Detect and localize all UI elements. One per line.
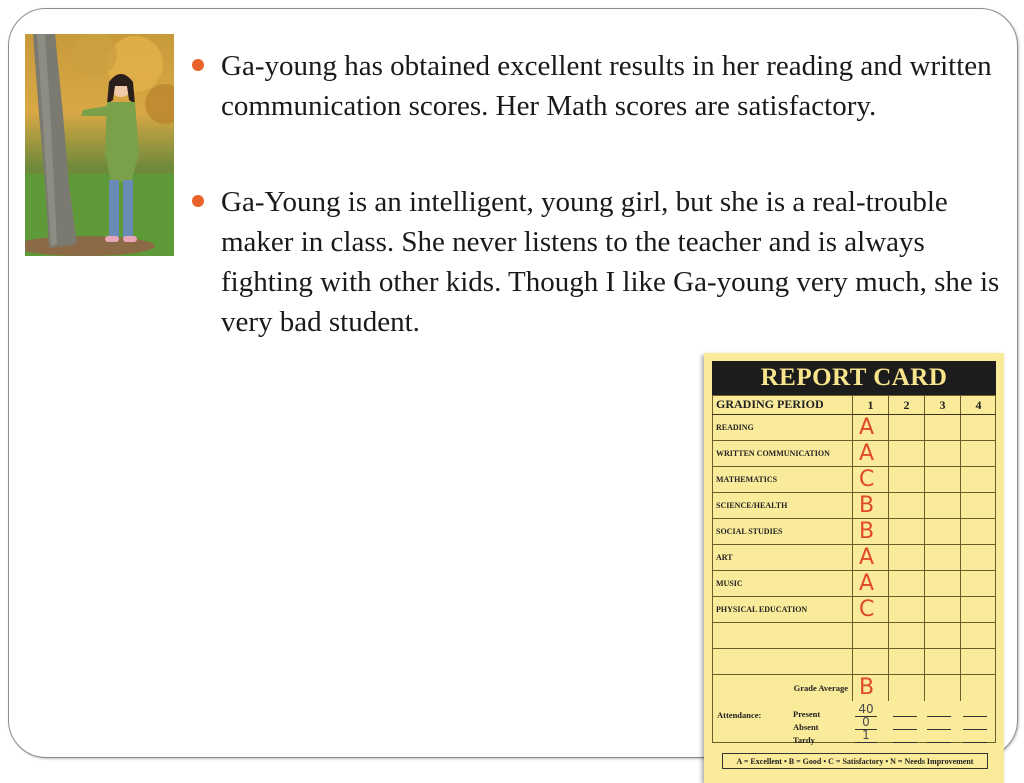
student-photo — [25, 34, 174, 256]
subject-rows — [712, 415, 996, 623]
report-card-grid — [712, 395, 996, 701]
subject-row — [712, 597, 996, 623]
attendance-row-value: 0 — [855, 716, 877, 730]
subject-row — [712, 467, 996, 493]
empty-grade-cell — [924, 493, 960, 518]
empty-grade-cell — [960, 441, 996, 466]
empty-grade-cell — [924, 519, 960, 544]
subject-grade: C — [852, 467, 888, 492]
subject-name: SCIENCE/HEALTH — [716, 501, 788, 510]
grade-average-label: Grade Average — [793, 683, 848, 693]
empty-grade-cell — [888, 441, 924, 466]
report-card — [704, 353, 1004, 783]
bullet-dot-icon — [192, 59, 204, 71]
bullet-item — [192, 46, 1007, 126]
grading-legend: A = Excellent • B = Good • C = Satisfactory • N = Needs Improvement — [722, 753, 988, 769]
empty-grade-cell — [960, 519, 996, 544]
empty-grade-cell — [888, 467, 924, 492]
subject-row — [712, 571, 996, 597]
empty-grade-cell — [960, 597, 996, 622]
attendance-label: Attendance: — [717, 710, 762, 720]
subject-name: ART — [716, 553, 733, 562]
empty-grade-cell — [924, 415, 960, 440]
empty-grade-cell — [924, 441, 960, 466]
attendance-row-value: 40 — [855, 703, 877, 717]
grading-period-header — [712, 395, 996, 415]
empty-grade-cell — [960, 467, 996, 492]
subject-grade: A — [852, 441, 888, 466]
subject-name: WRITTEN COMMUNICATION — [716, 449, 830, 458]
empty-grade-cell — [888, 493, 924, 518]
bullet-list — [192, 46, 1007, 342]
empty-grade-cell — [924, 571, 960, 596]
empty-grade-cell — [924, 467, 960, 492]
blank-row — [712, 649, 996, 675]
report-card-title: REPORT CARD — [712, 361, 996, 395]
attendance-row-value: 1 — [855, 729, 877, 743]
grade-average-row — [712, 675, 996, 701]
grading-period-label: GRADING PERIOD — [716, 397, 824, 411]
girl-by-tree-photo — [25, 34, 174, 256]
subject-row — [712, 493, 996, 519]
subject-grade: A — [852, 571, 888, 596]
bullet-text: Ga-Young is an intelligent, young girl, but she is a real-trouble maker in class. She never listens to the teacher and is always fighting with other kids. Though I like Ga-young very much, she is very bad student. — [221, 186, 1000, 338]
bullet-text: Ga-young has obtained excellent results in her reading and written communication scores. Her Math scores are satisfactory. — [221, 50, 992, 122]
subject-grade: B — [852, 519, 888, 544]
empty-grade-cell — [960, 415, 996, 440]
empty-grade-cell — [924, 597, 960, 622]
period-header: 4 — [960, 395, 996, 414]
subject-name: MATHEMATICS — [716, 475, 778, 484]
empty-grade-cell — [888, 597, 924, 622]
bullet-item — [192, 182, 1007, 342]
blank-row — [712, 623, 996, 649]
subject-name: PHYSICAL EDUCATION — [716, 605, 808, 614]
empty-grade-cell — [960, 493, 996, 518]
subject-row — [712, 545, 996, 571]
subject-grade: A — [852, 545, 888, 570]
period-header: 1 — [852, 395, 888, 414]
subject-grade: C — [852, 597, 888, 622]
empty-grade-cell — [888, 415, 924, 440]
attendance-row-label: Tardy — [793, 735, 815, 745]
attendance-row-label: Present — [793, 709, 821, 719]
attendance-row-label: Absent — [793, 722, 819, 732]
empty-grade-cell — [888, 571, 924, 596]
empty-grade-cell — [960, 571, 996, 596]
subject-row — [712, 441, 996, 467]
period-header: 3 — [924, 395, 960, 414]
bullet-dot-icon — [192, 195, 204, 207]
grade-average-value: B — [852, 675, 888, 701]
subject-row — [712, 415, 996, 441]
period-header: 2 — [888, 395, 924, 414]
subject-name: READING — [716, 423, 754, 432]
attendance-section — [717, 702, 997, 753]
empty-grade-cell — [960, 545, 996, 570]
subject-name: SOCIAL STUDIES — [716, 527, 783, 536]
empty-grade-cell — [888, 545, 924, 570]
subject-grade: A — [852, 415, 888, 440]
empty-grade-cell — [888, 519, 924, 544]
subject-name: MUSIC — [716, 579, 743, 588]
subject-grade: B — [852, 493, 888, 518]
subject-row — [712, 519, 996, 545]
empty-grade-cell — [924, 545, 960, 570]
